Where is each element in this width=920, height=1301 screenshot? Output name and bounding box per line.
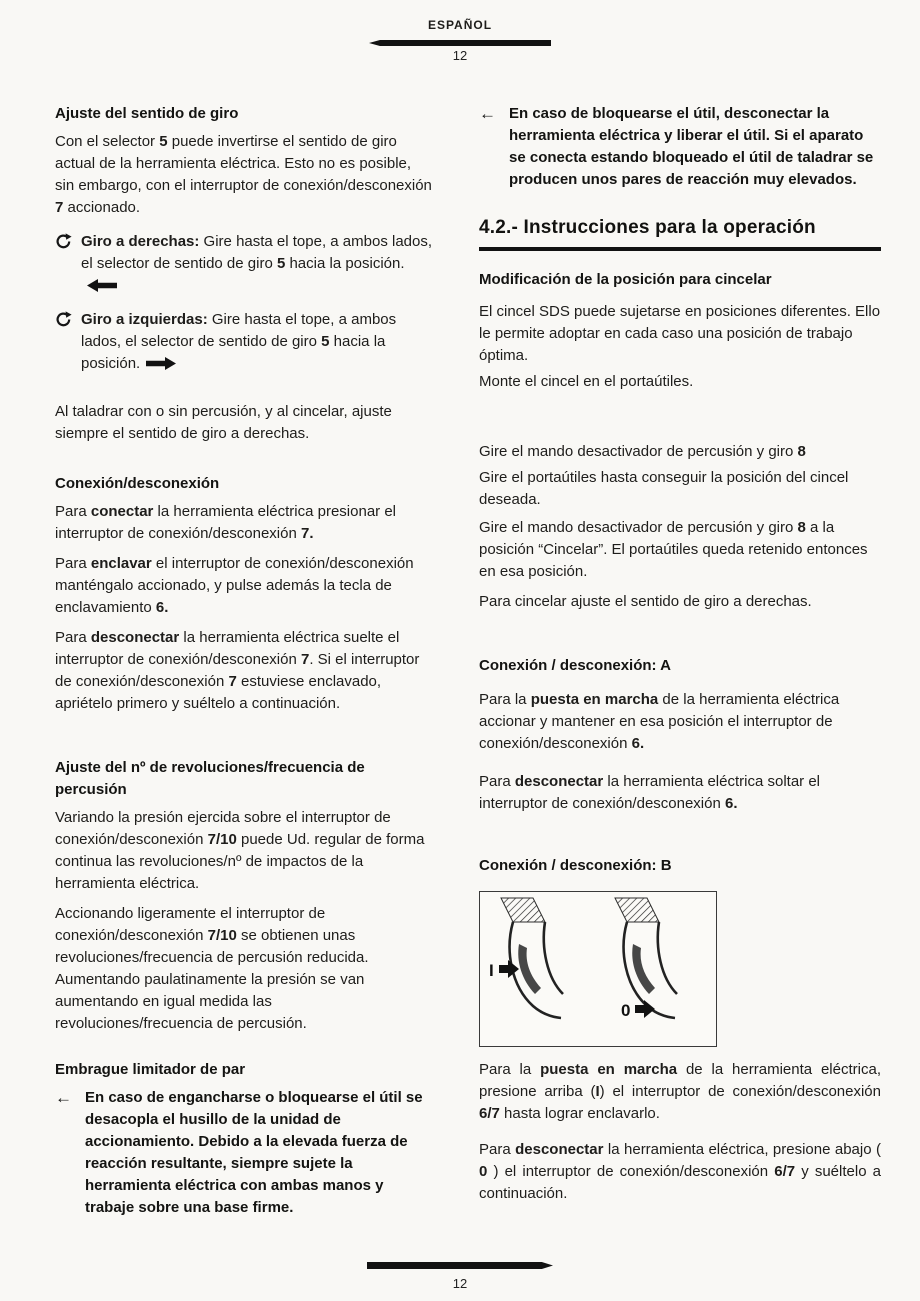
keyword: conectar: [90, 503, 154, 520]
paragraph-puesta-marcha-a: [479, 689, 881, 755]
label-arrow-icon: [499, 960, 519, 978]
heading-modificacion-cincelar: Modificación de la posición para cincelar: [479, 271, 772, 288]
ref-number: 6/7: [774, 1163, 796, 1180]
text-run: la herramienta eléctrica suelte el interruptor de conexión/desconexión: [55, 629, 400, 668]
text-run: de la herramienta eléctrica accionar y mantener en esa posición el interruptor de conexión/desconexión: [479, 691, 840, 752]
ref-number: 8: [797, 443, 806, 460]
text-run: Gire el mando desactivador de percusión y giro: [479, 519, 798, 536]
keyword: Giro a derechas:: [81, 233, 200, 250]
paragraph-variando-presion: [55, 807, 433, 895]
text-run: Variando la presión ejercida sobre el interruptor de conexión/desconexión: [55, 809, 391, 848]
bullet-text: [81, 231, 433, 299]
header-rule: [369, 40, 551, 46]
paragraph-selector-giro: [55, 131, 433, 219]
ref-number: 6.: [631, 735, 645, 752]
text-run: de la herramienta eléctrica, presione arriba (: [479, 1061, 881, 1100]
bullet-giro-izquierdas: [55, 309, 433, 377]
heading-conexion-b: Conexión / desconexión: B: [479, 857, 672, 874]
heading-ajuste-sentido-giro: Ajuste del sentido de giro: [55, 105, 239, 122]
ref-number: 8: [797, 519, 806, 536]
heading-conexion-a: Conexión / desconexión: A: [479, 657, 671, 674]
paragraph-taladrar: Al taladrar con o sin percusión, y al cincelar, ajuste siempre el sentido de giro a derechas.: [55, 403, 392, 442]
text-run: hacia la posición.: [285, 255, 405, 272]
text-run: hacia la posición.: [81, 333, 386, 372]
text-run: Para la: [479, 1061, 541, 1078]
bullet-text: [81, 309, 433, 377]
paragraph-monte-cincel: Monte el cincel en el portaútiles.: [479, 373, 694, 390]
ref-number: 5: [276, 255, 286, 272]
keyword: desconectar: [514, 773, 604, 790]
text-run: Para: [55, 629, 91, 646]
text-run: ) el interruptor de conexión/desconexión: [599, 1083, 881, 1100]
text-run: . Si el interruptor de conexión/desconexión: [55, 651, 420, 690]
text-run: la herramienta eléctrica soltar el interruptor de conexión/desconexión: [479, 773, 820, 812]
note-arrow-icon: ←: [479, 104, 496, 123]
text-run: estuviese enclavado, apriételo primero y suéltelo a continuación.: [55, 673, 382, 712]
ref-number: 0: [479, 1163, 488, 1180]
keyword: desconectar: [515, 1141, 604, 1158]
paragraph-posicion-cincelar: [479, 517, 881, 583]
ref-number: 7/10: [207, 927, 237, 944]
text-run: a la posición “Cincelar”. El portaútiles queda retenido entonces en esa posición.: [479, 519, 868, 580]
solid-right-arrow-icon: [146, 355, 176, 377]
left-column: [55, 103, 433, 1219]
text-run: Gire hasta el tope, a ambos lados, el selector de sentido de giro: [81, 311, 397, 350]
text-run: hasta lograr enclavarlo.: [499, 1105, 660, 1122]
page-number-top: 12: [452, 48, 468, 63]
paragraph-gire-portautiles: Gire el portaútiles hasta conseguir la posición del cincel deseada.: [479, 469, 849, 508]
text-run: Para: [479, 1141, 516, 1158]
text-run: Para: [55, 555, 91, 572]
ref-number: 7.: [301, 525, 314, 542]
heading-conexion-desconexion: Conexión/desconexión: [55, 475, 220, 492]
heading-embrague: Embrague limitador de par: [55, 1061, 246, 1078]
ref-number: 7: [301, 651, 310, 668]
ref-number: 6.: [725, 795, 738, 812]
paragraph-desconectar-b: [479, 1139, 881, 1205]
ref-number: 7: [228, 673, 237, 690]
solid-left-arrow-icon: [87, 277, 117, 299]
label-arrow-icon: [635, 1000, 655, 1018]
text-run: Gire el mando desactivador de percusión y giro: [479, 443, 798, 460]
text-run: accionado.: [63, 199, 141, 216]
ref-number: I: [595, 1083, 600, 1100]
warning-embrague: [55, 1087, 433, 1219]
switch-off-label: 0: [621, 1001, 631, 1020]
note-arrow-icon: ←: [55, 1088, 72, 1107]
bullet-giro-derechas: [55, 231, 433, 299]
text-run: Para: [55, 503, 91, 520]
ref-number: 5: [321, 333, 330, 350]
keyword: Giro a izquierdas:: [81, 311, 208, 328]
footer-rule: [367, 1262, 553, 1269]
rotate-arrow-icon: [55, 233, 73, 299]
text-run: el interruptor de conexión/desconexión manténgalo accionado, y pulse además la tecla de enclavamiento: [55, 555, 414, 616]
text-run: se obtienen unas revoluciones/frecuencia de percusión reducida. Aumentando paulatinamente la presión se van aumentando en igual medida las revoluciones/frecuencia de percusión.: [55, 927, 369, 1032]
ref-number: 7: [55, 199, 64, 216]
paragraph-enclavar: [55, 553, 433, 619]
text-run: Para la: [479, 691, 531, 708]
ref-number: 6/7: [479, 1105, 500, 1122]
switch-on-label: I: [489, 961, 494, 980]
right-column: [479, 103, 881, 1205]
text-run: la herramienta eléctrica presionar el interruptor de conexión/desconexión: [55, 503, 397, 542]
text-run: Accionando ligeramente el interruptor de conexión/desconexión: [55, 905, 326, 944]
ref-number: 5: [159, 133, 168, 150]
warning-text: En caso de bloquearse el útil, desconectar la herramienta eléctrica y liberar el útil. Si el aparato se conecta estando bloqueado el útil de taladrar se producen unos pares de reacción muy elevados.: [509, 105, 874, 188]
paragraph-cincelar-derechas: Para cincelar ajuste el sentido de giro a derechas.: [479, 593, 812, 610]
text-run: puede invertirse el sentido de giro actual de la herramienta eléctrica. Esto no es posible, sin embargo, con el interruptor de conexión/desconexión: [55, 133, 432, 194]
page-number-bottom: 12: [452, 1276, 468, 1291]
keyword: puesta en marcha: [530, 691, 659, 708]
keyword: desconectar: [90, 629, 180, 646]
paragraph-desconectar: [55, 627, 433, 715]
heading-revoluciones: Ajuste del nº de revoluciones/frecuencia de percusión: [55, 759, 365, 798]
keyword: enclavar: [90, 555, 152, 572]
switch-drawing: [481, 893, 714, 1038]
text-run: puede Ud. regular de forma continua las revoluciones/nº de impactos de la herramienta eléctrica.: [55, 831, 425, 892]
text-run: ) el interruptor de conexión/desconexión: [487, 1163, 775, 1180]
warning-bloqueo-util: [479, 103, 881, 191]
language-label: ESPAÑOL: [427, 18, 493, 32]
paragraph-puesta-marcha-b: [479, 1059, 881, 1125]
text-run: Para: [479, 773, 515, 790]
section-heading-instrucciones: 4.2.- Instrucciones para la operación: [479, 217, 881, 251]
keyword: puesta en marcha: [540, 1061, 678, 1078]
text-run: Gire hasta el tope, a ambos lados, el selector de sentido de giro: [81, 233, 433, 272]
paragraph-desconectar-a: [479, 771, 881, 815]
rotate-arrow-icon: [55, 311, 73, 377]
ref-number: 7/10: [207, 831, 237, 848]
text-run: y suéltelo a continuación.: [479, 1163, 881, 1202]
figure-switch-diagram: [479, 891, 717, 1047]
text-run: Con el selector: [55, 133, 160, 150]
paragraph-conectar: [55, 501, 433, 545]
ref-number: 6.: [155, 599, 169, 616]
text-run: la herramienta eléctrica, presione abajo (: [603, 1141, 881, 1158]
warning-text: En caso de engancharse o bloquearse el útil se desacopla el husillo de la unidad de accionamiento. Debido a la elevada fuerza de reacción resultante, siempre sujete la herramienta eléctrica con ambas manos y trabaje sobre una base firme.: [85, 1089, 423, 1216]
paragraph-gire-mando: [479, 441, 881, 463]
paragraph-accionando: [55, 903, 433, 1035]
paragraph-cincel-sds: El cincel SDS puede sujetarse en posiciones diferentes. Ello le permite adoptar en cada caso una posición de trabajo óptima.: [479, 303, 881, 364]
